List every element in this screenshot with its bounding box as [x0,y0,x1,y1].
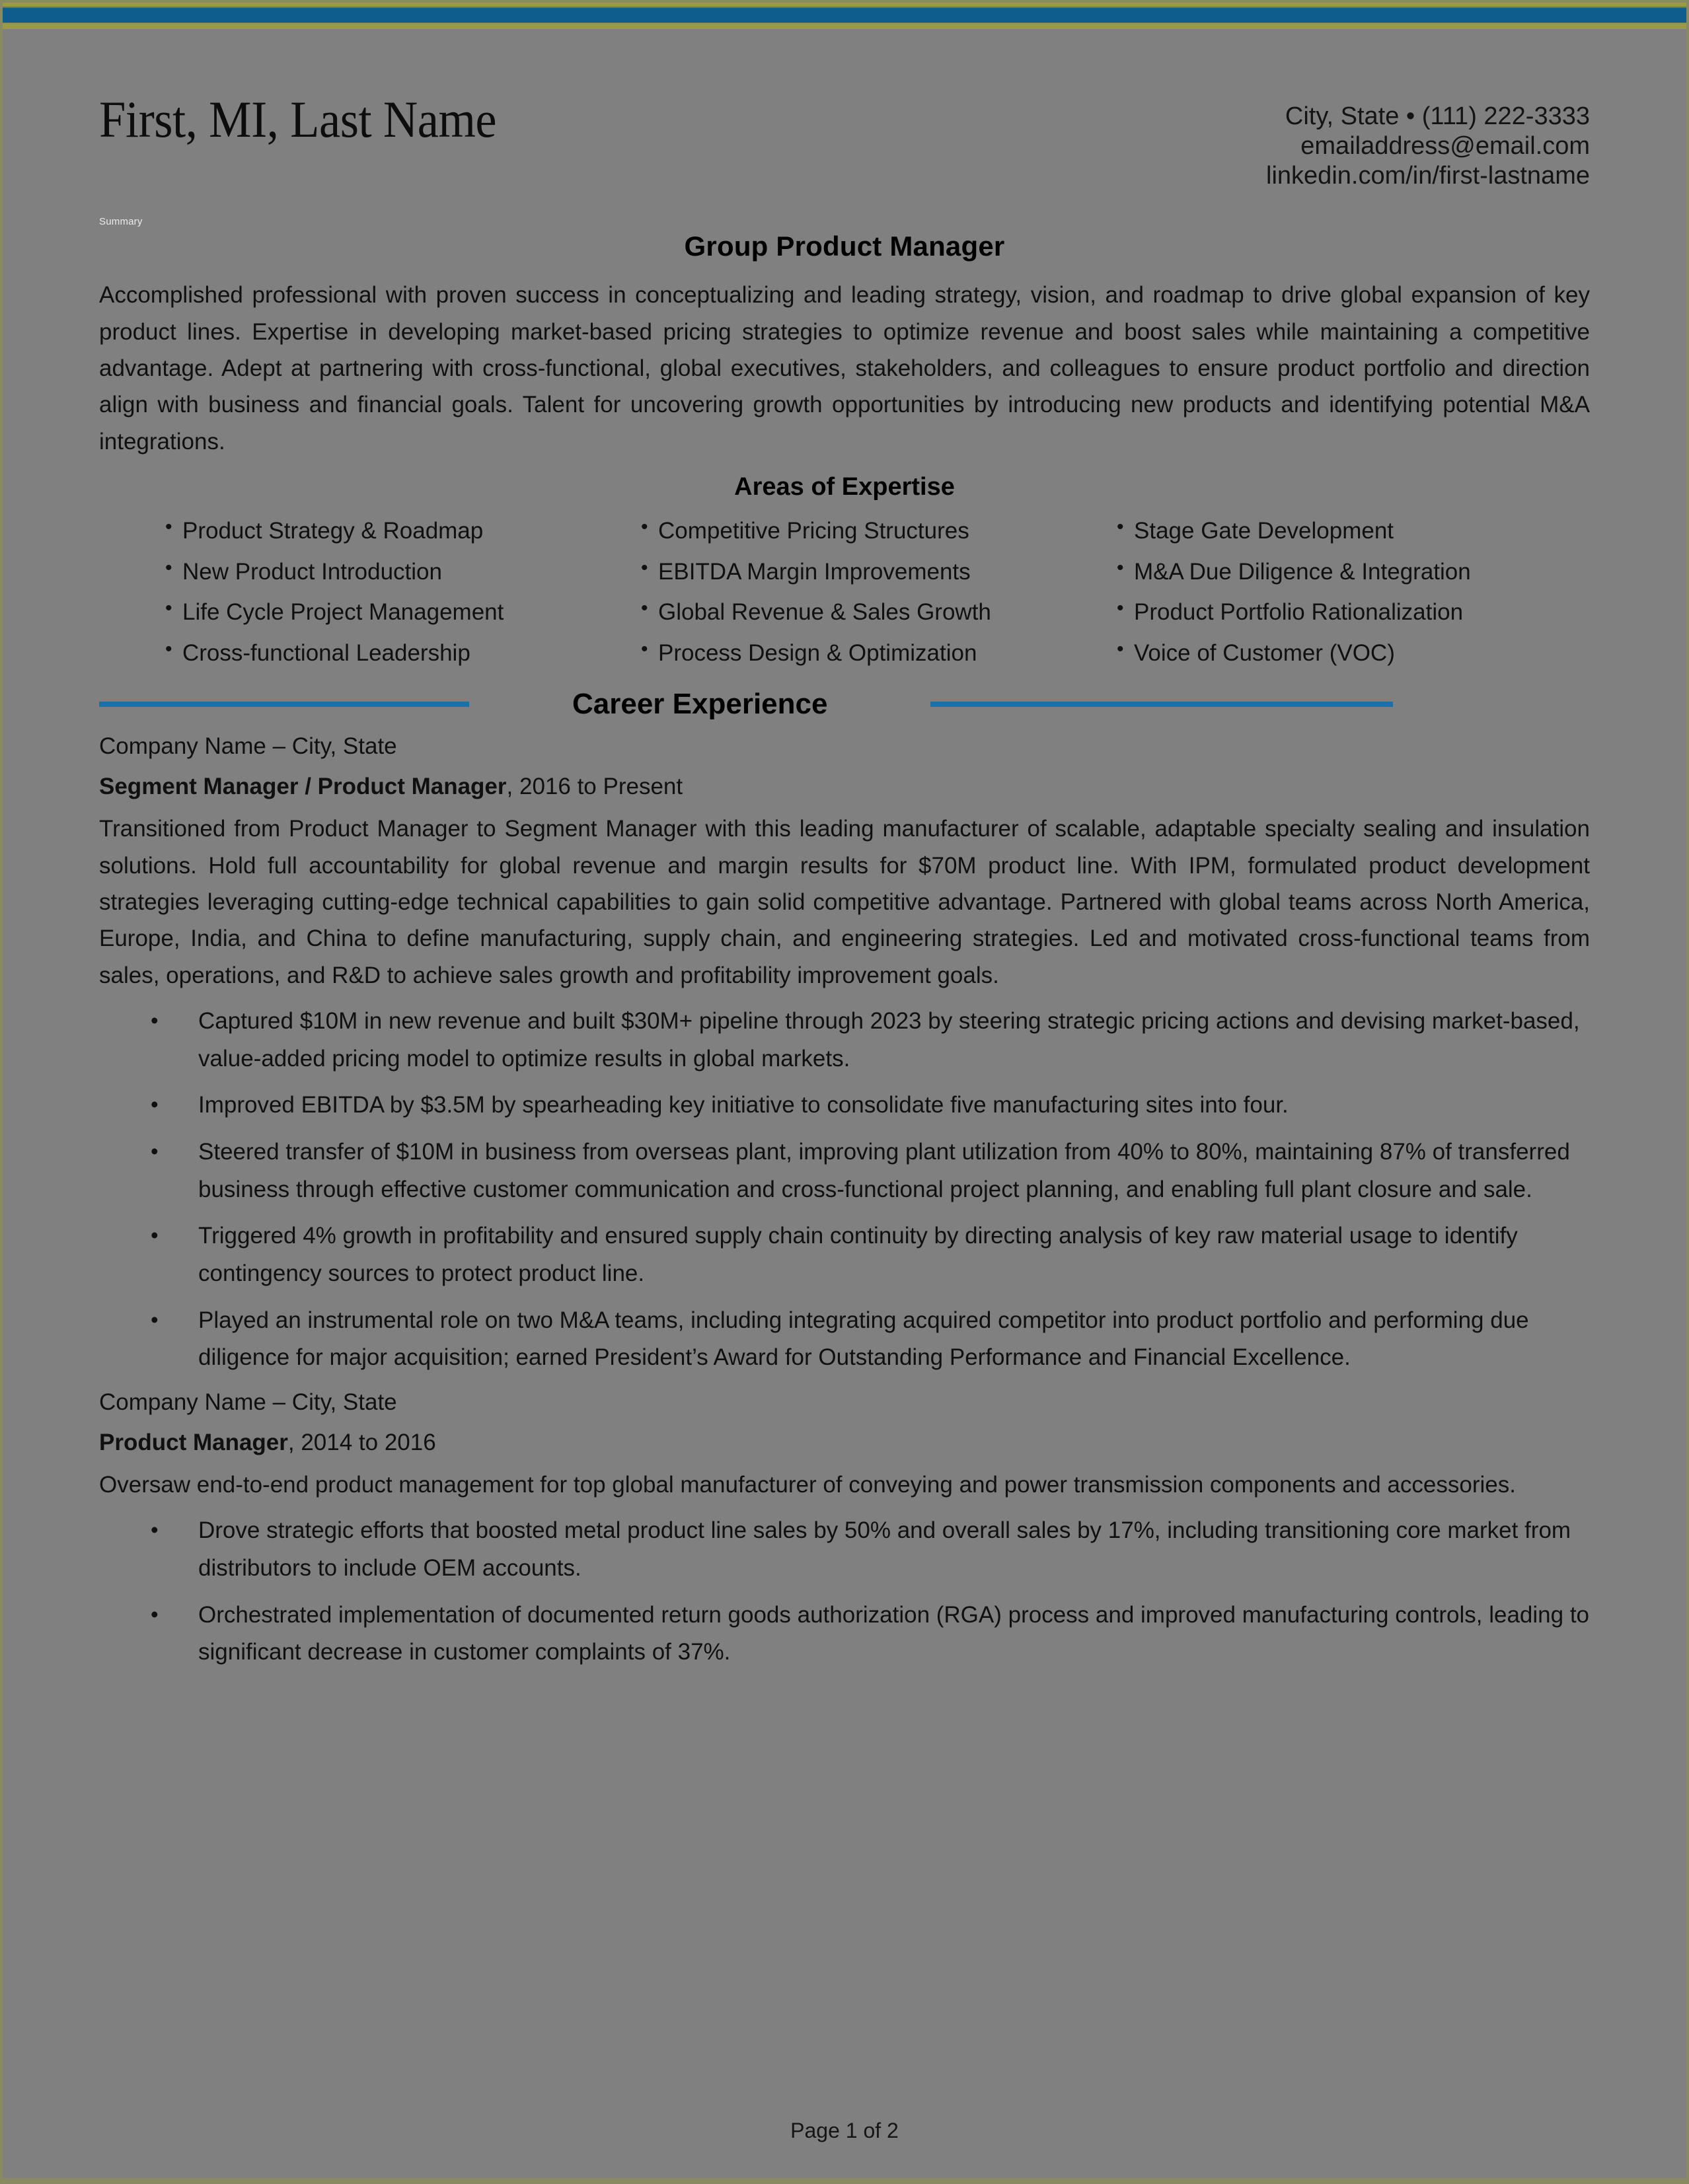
expertise-item: • Cross-functional Leadership [163,633,638,674]
career-experience-heading: Career Experience [572,688,828,721]
areas-of-expertise-grid [99,511,1590,673]
job-company: Company Name – City, State [99,1389,397,1416]
expertise-item: • Stage Gate Development [1114,511,1590,552]
job-bullet: • Captured $10M in new revenue and built $30M+ pipeline through 2023 by steering strategic pricing actions and devising market-based, value-added pricing model to optimize results in global markets. [99,1003,1590,1077]
page-top-banner [3,3,1686,30]
career-rule-right [930,702,1393,707]
page-footer: Page 1 of 2 [790,2119,899,2142]
expertise-column-1 [163,511,638,673]
resume-header [99,30,1590,190]
job-entry [99,731,1590,1377]
expertise-column-2 [638,511,1114,673]
job-role-dates: , 2014 to 2016 [287,1429,436,1455]
career-rule-left [99,702,469,707]
job-role-title: Product Manager [99,1429,288,1455]
expertise-item: • Global Revenue & Sales Growth [638,592,1114,633]
expertise-item: • New Product Introduction [163,552,638,593]
job-role [99,770,1590,805]
contact-email[interactable]: emailaddress@email.com [1300,131,1590,160]
target-job-title: Group Product Manager [684,231,1005,262]
banner-blue-bar [3,7,1686,23]
banner-olive-rule-bottom [3,23,1686,29]
job-bullet: • Improved EBITDA by $3.5M by spearheading key initiative to consolidate five manufacturing sites into four. [99,1087,1590,1124]
candidate-name: First, MI, Last Name [99,91,497,148]
job-entry [99,1387,1590,1671]
expertise-item: • Voice of Customer (VOC) [1114,633,1590,674]
job-bullet: • Triggered 4% growth in profitability and ensured supply chain continuity by directing analysis of key raw material usage to identify contingency sources to protect product line. [99,1218,1590,1292]
summary-paragraph: Accomplished professional with proven success in conceptualizing and leading strategy, vision, and roadmap to drive global expansion of key product lines. Expertise in developing market-based pricing strategies to optimize revenue and boost sales while maintaining a competitive advantage. Adept at partnering with cross-functional, global executives, stakeholders, and colleagues to ensure product portfolio and direction align with business and financial goals. Talent for uncovering growth opportunities by introducing new products and identifying potential M&A integrations. [99,282,1590,455]
expertise-item: • M&A Due Diligence & Integration [1114,552,1590,593]
job-role-title: Segment Manager / Product Manager [99,773,507,799]
expertise-column-3 [1114,511,1590,673]
areas-of-expertise-heading: Areas of Expertise [734,472,955,501]
job-role [99,1426,1590,1461]
job-company: Company Name – City, State [99,733,397,760]
expertise-item: • EBITDA Margin Improvements [638,552,1114,593]
job-bullet: • Drove strategic efforts that boosted metal product line sales by 50% and overall sales by 17%, including transitioning core market from distributors to include OEM accounts. [99,1512,1590,1587]
job-bullet: • Orchestrated implementation of documented return goods authorization (RGA) process and improved manufacturing controls, leading to significant decrease in customer complaints of 37%. [99,1597,1590,1671]
expertise-item: • Product Strategy & Roadmap [163,511,638,552]
job-bullet-list [99,1003,1590,1377]
expertise-item: • Process Design & Optimization [638,633,1114,674]
summary-section-tag: Summary [99,216,143,228]
job-description: Transitioned from Product Manager to Segment Manager with this leading manufacturer of scalable, adaptable specialty sealing and insulation solutions. Hold full accountability for global revenue and margin results for $70M product line. With IPM, formulated product development strategies leveraging cutting-edge technical capabilities to gain solid competitive advantage. Partnered with global teams across North America, Europe, India, and China to define manufacturing, supply chain, and engineering strategies. Led and motivated cross-functional teams from sales, operations, and R&D to achieve sales growth and profitability improvement goals. [99,816,1590,988]
resume-content [99,30,1590,2181]
contact-block [1266,94,1590,190]
contact-linkedin[interactable]: linkedin.com/in/first-lastname [1266,161,1590,190]
expertise-item: • Product Portfolio Rationalization [1114,592,1590,633]
contact-location-phone: City, State • (111) 222-3333 [1285,102,1590,130]
job-description: Oversaw end-to-end product management for top global manufacturer of conveying and power transmission components and accessories. [99,1472,1516,1498]
expertise-item: • Competitive Pricing Structures [638,511,1114,552]
job-bullet-list [99,1512,1590,1671]
page-bottom-rule [3,2178,1686,2181]
job-role-dates: , 2016 to Present [506,773,683,799]
job-bullet: • Played an instrumental role on two M&A teams, including integrating acquired competitor into product portfolio and performing due diligence for major acquisition; earned President’s Award for Outstanding Performance and Financial Excellence. [99,1302,1590,1377]
career-experience-heading-row [99,688,1590,721]
expertise-item: • Life Cycle Project Management [163,592,638,633]
job-bullet: • Steered transfer of $10M in business from overseas plant, improving plant utilization from 40% to 80%, maintaining 87% of transferred business through effective customer communication and cross-functional project planning, and enabling full plant closure and sale. [99,1134,1590,1208]
